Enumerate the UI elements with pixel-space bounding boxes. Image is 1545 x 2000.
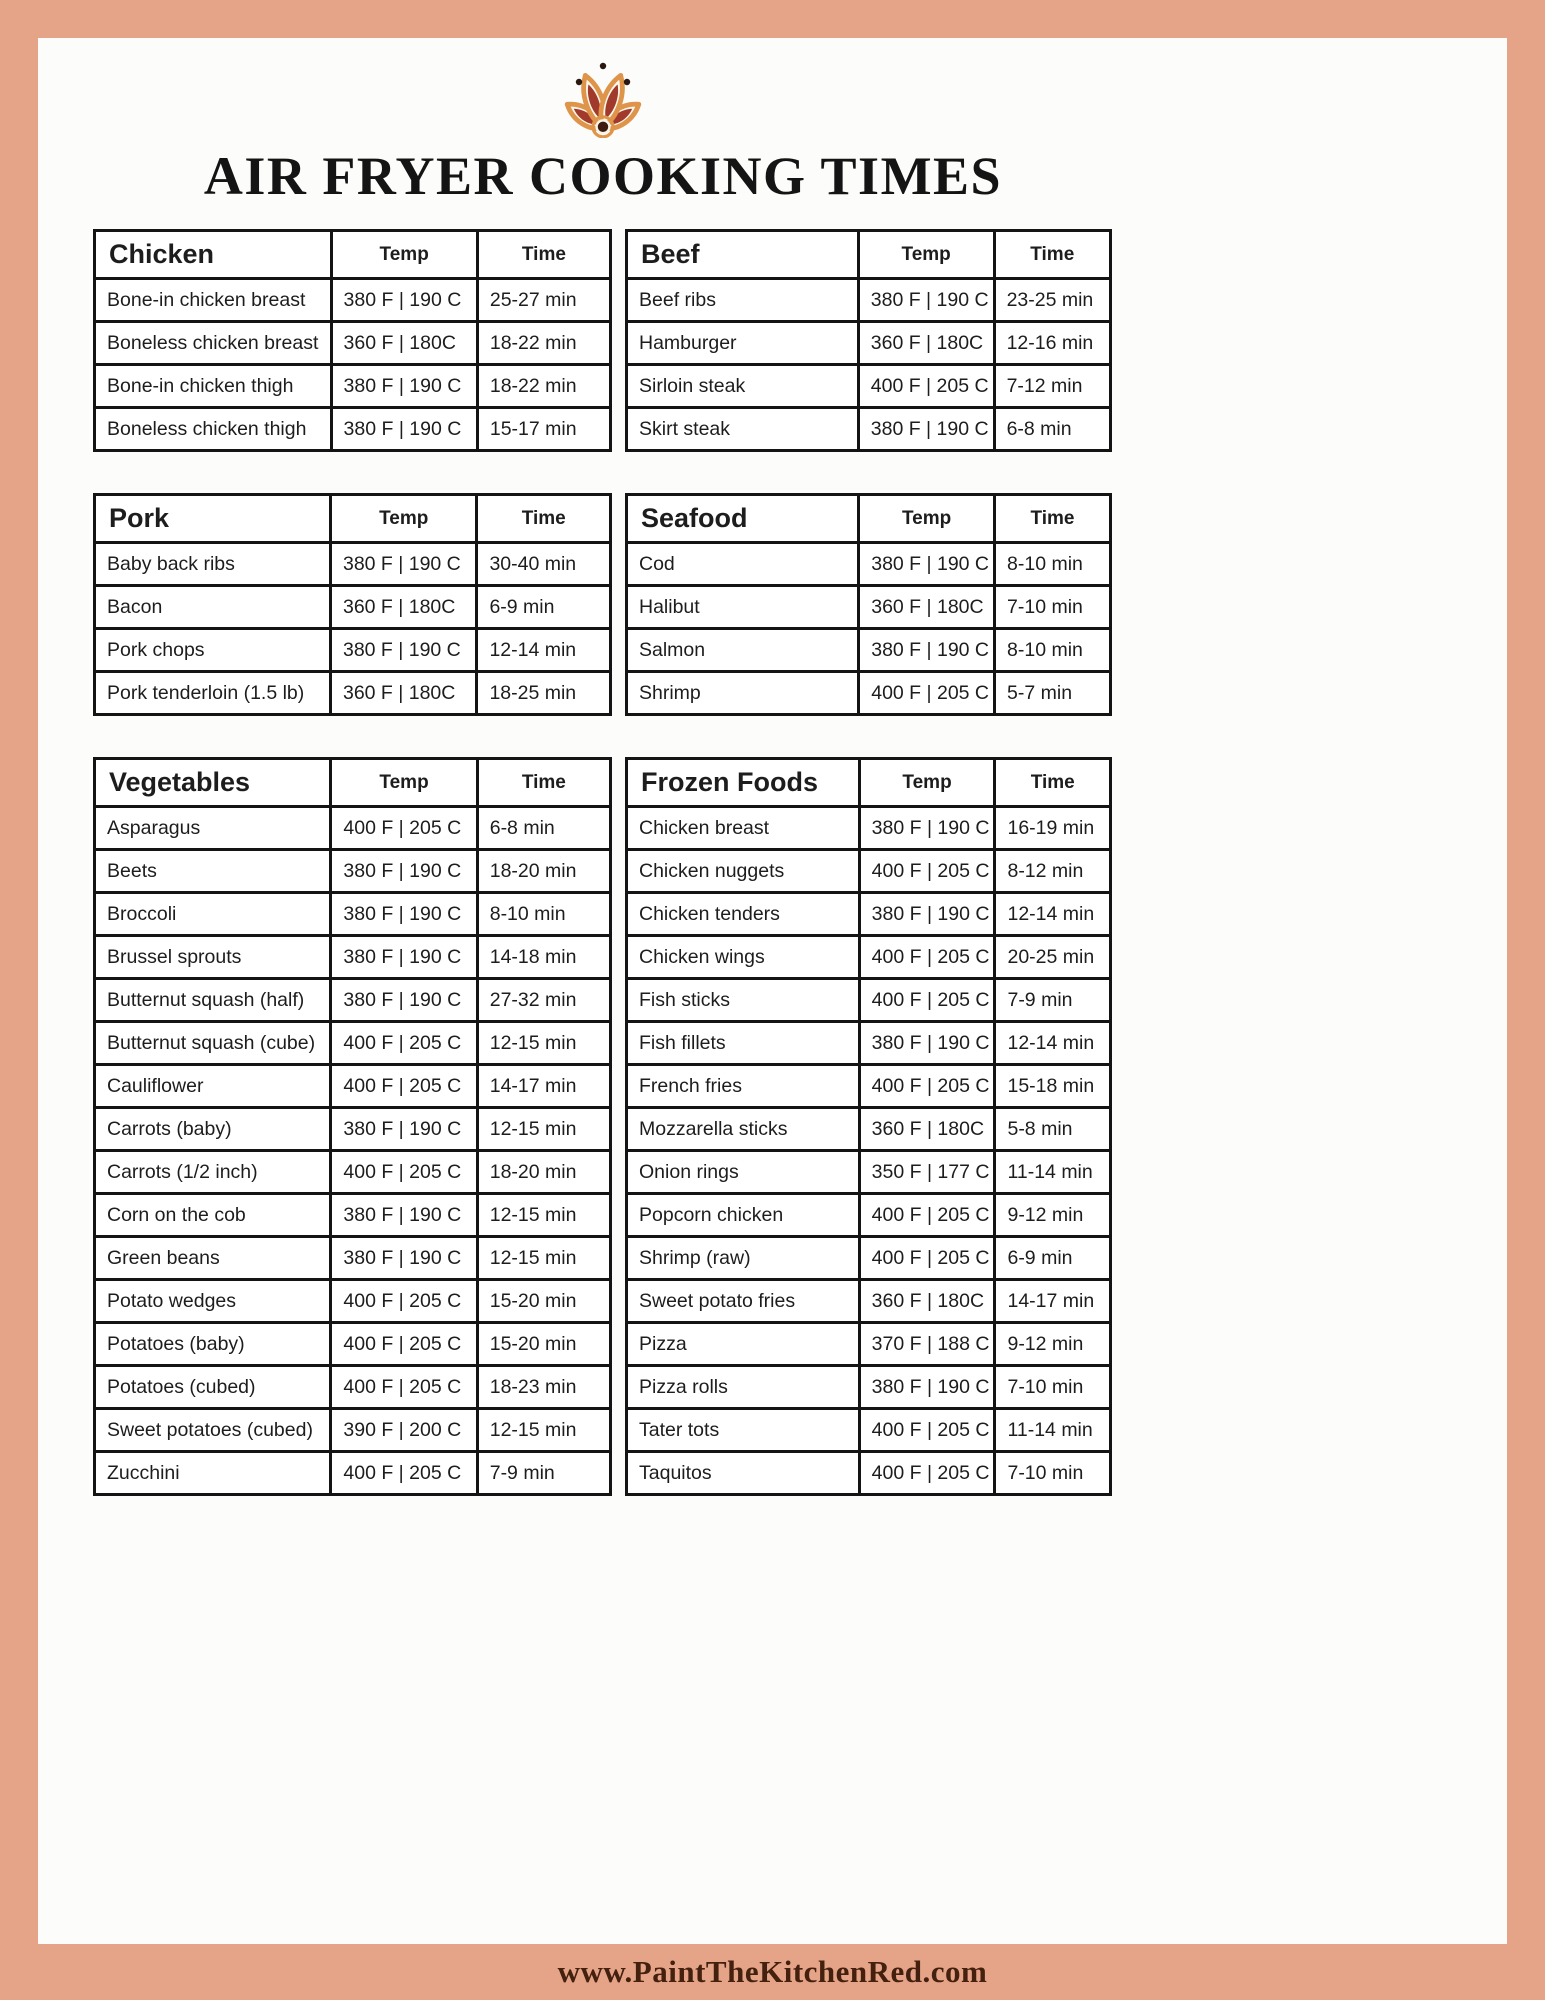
- temp-cell: 390 F | 200 C: [331, 1409, 477, 1452]
- item-cell: Shrimp (raw): [627, 1237, 860, 1280]
- table-row: [95, 893, 611, 936]
- item-cell: Boneless chicken breast: [95, 322, 332, 365]
- category-header: Seafood: [627, 495, 859, 543]
- table-row: [627, 672, 1111, 715]
- temp-cell: 400 F | 205 C: [331, 1065, 477, 1108]
- item-cell: Baby back ribs: [95, 543, 331, 586]
- tables-grid: [93, 229, 1113, 1496]
- time-cell: 5-8 min: [995, 1108, 1111, 1151]
- table-row: [627, 1194, 1111, 1237]
- time-cell: 5-7 min: [995, 672, 1111, 715]
- temp-cell: 370 F | 188 C: [859, 1323, 995, 1366]
- table-row: [95, 807, 611, 850]
- table-row: [627, 543, 1111, 586]
- temp-cell: 400 F | 205 C: [331, 1151, 477, 1194]
- temp-cell: 380 F | 190 C: [330, 629, 476, 672]
- temp-cell: 400 F | 205 C: [859, 979, 995, 1022]
- temp-cell: 400 F | 205 C: [859, 1237, 995, 1280]
- time-cell: 7-10 min: [995, 1366, 1111, 1409]
- temp-cell: 400 F | 205 C: [859, 936, 995, 979]
- temp-cell: 400 F | 205 C: [859, 1194, 995, 1237]
- col-header-temp: Temp: [859, 759, 995, 807]
- temp-cell: 380 F | 190 C: [859, 629, 995, 672]
- table-row: [627, 586, 1111, 629]
- table-row: [627, 1237, 1111, 1280]
- temp-cell: 350 F | 177 C: [859, 1151, 995, 1194]
- temp-cell: 380 F | 190 C: [330, 543, 476, 586]
- temp-cell: 360 F | 180C: [331, 322, 477, 365]
- category-header: Beef: [627, 231, 859, 279]
- col-header-time: Time: [995, 495, 1111, 543]
- item-cell: Bacon: [95, 586, 331, 629]
- temp-cell: 400 F | 205 C: [331, 1022, 477, 1065]
- temp-cell: 380 F | 190 C: [859, 807, 995, 850]
- temp-cell: 360 F | 180C: [858, 322, 994, 365]
- temp-cell: 380 F | 190 C: [331, 1237, 477, 1280]
- item-cell: Halibut: [627, 586, 859, 629]
- time-cell: 7-10 min: [995, 1452, 1111, 1495]
- time-cell: 12-15 min: [477, 1237, 610, 1280]
- time-cell: 14-17 min: [995, 1280, 1111, 1323]
- table-row: [627, 1151, 1111, 1194]
- time-cell: 8-10 min: [477, 893, 610, 936]
- time-cell: 6-9 min: [995, 1237, 1111, 1280]
- time-cell: 9-12 min: [995, 1323, 1111, 1366]
- table-row: [95, 1452, 611, 1495]
- temp-cell: 400 F | 205 C: [331, 1366, 477, 1409]
- table-row: [95, 1151, 611, 1194]
- col-header-temp: Temp: [858, 231, 994, 279]
- col-header-time: Time: [994, 231, 1110, 279]
- time-cell: 9-12 min: [995, 1194, 1111, 1237]
- item-cell: Chicken wings: [627, 936, 860, 979]
- temp-cell: 400 F | 205 C: [859, 850, 995, 893]
- table-row: [627, 629, 1111, 672]
- table-frozen-foods: [625, 757, 1112, 1496]
- temp-cell: 380 F | 190 C: [331, 408, 477, 451]
- col-header-temp: Temp: [331, 759, 477, 807]
- item-cell: Salmon: [627, 629, 859, 672]
- temp-cell: 380 F | 190 C: [331, 1108, 477, 1151]
- temp-cell: 400 F | 205 C: [859, 1409, 995, 1452]
- item-cell: Fish sticks: [627, 979, 860, 1022]
- time-cell: 18-22 min: [477, 365, 610, 408]
- table-row: [95, 672, 611, 715]
- table-row: [95, 1194, 611, 1237]
- table-row: [95, 322, 611, 365]
- item-cell: Potatoes (cubed): [95, 1366, 331, 1409]
- item-cell: Mozzarella sticks: [627, 1108, 860, 1151]
- time-cell: 12-15 min: [477, 1194, 610, 1237]
- time-cell: 12-14 min: [995, 893, 1111, 936]
- table-row: [627, 1366, 1111, 1409]
- time-cell: 12-16 min: [994, 322, 1110, 365]
- table-vegetables: [93, 757, 612, 1496]
- time-cell: 7-12 min: [994, 365, 1110, 408]
- col-header-temp: Temp: [330, 495, 476, 543]
- time-cell: 23-25 min: [994, 279, 1110, 322]
- col-header-time: Time: [995, 759, 1111, 807]
- temp-cell: 380 F | 190 C: [859, 1022, 995, 1065]
- time-cell: 6-8 min: [994, 408, 1110, 451]
- temp-cell: 360 F | 180C: [859, 1108, 995, 1151]
- item-cell: Taquitos: [627, 1452, 860, 1495]
- item-cell: Pizza: [627, 1323, 860, 1366]
- col-header-time: Time: [477, 759, 610, 807]
- item-cell: Bone-in chicken thigh: [95, 365, 332, 408]
- time-cell: 30-40 min: [477, 543, 611, 586]
- category-header: Pork: [95, 495, 331, 543]
- table-seafood: [625, 493, 1112, 716]
- table-row: [95, 1022, 611, 1065]
- item-cell: Zucchini: [95, 1452, 331, 1495]
- temp-cell: 400 F | 205 C: [858, 365, 994, 408]
- item-cell: Potatoes (baby): [95, 1323, 331, 1366]
- item-cell: Chicken nuggets: [627, 850, 860, 893]
- table-row: [95, 586, 611, 629]
- temp-cell: 400 F | 205 C: [331, 807, 477, 850]
- temp-cell: 380 F | 190 C: [331, 850, 477, 893]
- table-row: [627, 279, 1111, 322]
- item-cell: Butternut squash (half): [95, 979, 331, 1022]
- table-row: [627, 807, 1111, 850]
- item-cell: Tater tots: [627, 1409, 860, 1452]
- table-row: [627, 850, 1111, 893]
- time-cell: 15-20 min: [477, 1280, 610, 1323]
- temp-cell: 380 F | 190 C: [331, 279, 477, 322]
- time-cell: 12-14 min: [477, 629, 611, 672]
- time-cell: 15-18 min: [995, 1065, 1111, 1108]
- item-cell: Sweet potato fries: [627, 1280, 860, 1323]
- item-cell: Beets: [95, 850, 331, 893]
- item-cell: Brussel sprouts: [95, 936, 331, 979]
- time-cell: 27-32 min: [477, 979, 610, 1022]
- footer: [0, 1944, 1545, 2000]
- item-cell: Asparagus: [95, 807, 331, 850]
- table-row: [627, 1452, 1111, 1495]
- temp-cell: 380 F | 190 C: [858, 408, 994, 451]
- table-row: [95, 936, 611, 979]
- time-cell: 8-12 min: [995, 850, 1111, 893]
- item-cell: Boneless chicken thigh: [95, 408, 332, 451]
- time-cell: 12-15 min: [477, 1022, 610, 1065]
- table-row: [95, 1280, 611, 1323]
- table-row: [95, 543, 611, 586]
- time-cell: 25-27 min: [477, 279, 610, 322]
- temp-cell: 360 F | 180C: [330, 672, 476, 715]
- content: [93, 38, 1113, 1496]
- temp-cell: 380 F | 190 C: [859, 893, 995, 936]
- col-header-temp: Temp: [331, 231, 477, 279]
- temp-cell: 380 F | 190 C: [331, 936, 477, 979]
- item-cell: Carrots (baby): [95, 1108, 331, 1151]
- category-header: Vegetables: [95, 759, 331, 807]
- item-cell: Chicken breast: [627, 807, 860, 850]
- item-cell: French fries: [627, 1065, 860, 1108]
- table-header-row: [95, 495, 611, 543]
- item-cell: Fish fillets: [627, 1022, 860, 1065]
- temp-cell: 360 F | 180C: [330, 586, 476, 629]
- item-cell: Corn on the cob: [95, 1194, 331, 1237]
- time-cell: 16-19 min: [995, 807, 1111, 850]
- item-cell: Broccoli: [95, 893, 331, 936]
- time-cell: 12-15 min: [477, 1108, 610, 1151]
- time-cell: 18-20 min: [477, 1151, 610, 1194]
- time-cell: 18-25 min: [477, 672, 611, 715]
- table-row: [95, 629, 611, 672]
- temp-cell: 400 F | 205 C: [859, 672, 995, 715]
- temp-cell: 380 F | 190 C: [859, 543, 995, 586]
- temp-cell: 380 F | 190 C: [858, 279, 994, 322]
- time-cell: 12-15 min: [477, 1409, 610, 1452]
- temp-cell: 380 F | 190 C: [859, 1366, 995, 1409]
- table-row: [627, 1323, 1111, 1366]
- time-cell: 18-20 min: [477, 850, 610, 893]
- item-cell: Popcorn chicken: [627, 1194, 860, 1237]
- table-row: [627, 893, 1111, 936]
- table-row: [627, 322, 1111, 365]
- table-row: [95, 279, 611, 322]
- time-cell: 6-8 min: [477, 807, 610, 850]
- time-cell: 8-10 min: [995, 543, 1111, 586]
- table-row: [95, 1366, 611, 1409]
- time-cell: 20-25 min: [995, 936, 1111, 979]
- item-cell: Sirloin steak: [627, 365, 859, 408]
- temp-cell: 380 F | 190 C: [331, 1194, 477, 1237]
- item-cell: Pork chops: [95, 629, 331, 672]
- footer-url: www.PaintTheKitchenRed.com: [557, 1954, 988, 1989]
- temp-cell: 400 F | 205 C: [331, 1280, 477, 1323]
- time-cell: 18-22 min: [477, 322, 610, 365]
- item-cell: Cod: [627, 543, 859, 586]
- table-row: [627, 1280, 1111, 1323]
- table-header-row: [627, 495, 1111, 543]
- table-row: [95, 850, 611, 893]
- table-chicken: [93, 229, 612, 452]
- item-cell: Pork tenderloin (1.5 lb): [95, 672, 331, 715]
- time-cell: 7-9 min: [995, 979, 1111, 1022]
- item-cell: Chicken tenders: [627, 893, 860, 936]
- temp-cell: 380 F | 190 C: [331, 979, 477, 1022]
- table-row: [627, 1022, 1111, 1065]
- lotus-icon: [555, 58, 651, 143]
- time-cell: 12-14 min: [995, 1022, 1111, 1065]
- temp-cell: 400 F | 205 C: [859, 1452, 995, 1495]
- table-header-row: [627, 759, 1111, 807]
- time-cell: 18-23 min: [477, 1366, 610, 1409]
- table-row: [95, 408, 611, 451]
- table-row: [627, 365, 1111, 408]
- table-row: [95, 1108, 611, 1151]
- table-row: [95, 979, 611, 1022]
- table-pork: [93, 493, 612, 716]
- item-cell: Skirt steak: [627, 408, 859, 451]
- temp-cell: 380 F | 190 C: [331, 365, 477, 408]
- col-header-time: Time: [477, 231, 610, 279]
- page: [38, 38, 1507, 1944]
- item-cell: Beef ribs: [627, 279, 859, 322]
- time-cell: 14-18 min: [477, 936, 610, 979]
- temp-cell: 400 F | 205 C: [859, 1065, 995, 1108]
- table-row: [95, 1323, 611, 1366]
- table-row: [95, 1237, 611, 1280]
- temp-cell: 360 F | 180C: [859, 586, 995, 629]
- table-row: [95, 1409, 611, 1452]
- time-cell: 7-9 min: [477, 1452, 610, 1495]
- item-cell: Cauliflower: [95, 1065, 331, 1108]
- col-header-time: Time: [477, 495, 611, 543]
- time-cell: 11-14 min: [995, 1409, 1111, 1452]
- table-row: [627, 979, 1111, 1022]
- table-row: [627, 1065, 1111, 1108]
- table-header-row: [95, 231, 611, 279]
- temp-cell: 380 F | 190 C: [331, 893, 477, 936]
- table-row: [627, 408, 1111, 451]
- table-row: [627, 1409, 1111, 1452]
- col-header-temp: Temp: [859, 495, 995, 543]
- time-cell: 15-17 min: [477, 408, 610, 451]
- item-cell: Bone-in chicken breast: [95, 279, 332, 322]
- header: [93, 38, 1113, 143]
- category-header: Chicken: [95, 231, 332, 279]
- time-cell: 14-17 min: [477, 1065, 610, 1108]
- temp-cell: 400 F | 205 C: [331, 1323, 477, 1366]
- temp-cell: 400 F | 205 C: [331, 1452, 477, 1495]
- table-beef: [625, 229, 1112, 452]
- page-title: AIR FRYER COOKING TIMES: [203, 146, 1003, 206]
- item-cell: Hamburger: [627, 322, 859, 365]
- item-cell: Carrots (1/2 inch): [95, 1151, 331, 1194]
- table-header-row: [627, 231, 1111, 279]
- table-row: [95, 1065, 611, 1108]
- time-cell: 8-10 min: [995, 629, 1111, 672]
- item-cell: Pizza rolls: [627, 1366, 860, 1409]
- table-row: [627, 1108, 1111, 1151]
- table-row: [627, 936, 1111, 979]
- time-cell: 11-14 min: [995, 1151, 1111, 1194]
- time-cell: 15-20 min: [477, 1323, 610, 1366]
- category-header: Frozen Foods: [627, 759, 860, 807]
- item-cell: Onion rings: [627, 1151, 860, 1194]
- item-cell: Shrimp: [627, 672, 859, 715]
- table-header-row: [95, 759, 611, 807]
- table-row: [95, 365, 611, 408]
- item-cell: Potato wedges: [95, 1280, 331, 1323]
- temp-cell: 360 F | 180C: [859, 1280, 995, 1323]
- item-cell: Butternut squash (cube): [95, 1022, 331, 1065]
- item-cell: Sweet potatoes (cubed): [95, 1409, 331, 1452]
- item-cell: Green beans: [95, 1237, 331, 1280]
- time-cell: 7-10 min: [995, 586, 1111, 629]
- time-cell: 6-9 min: [477, 586, 611, 629]
